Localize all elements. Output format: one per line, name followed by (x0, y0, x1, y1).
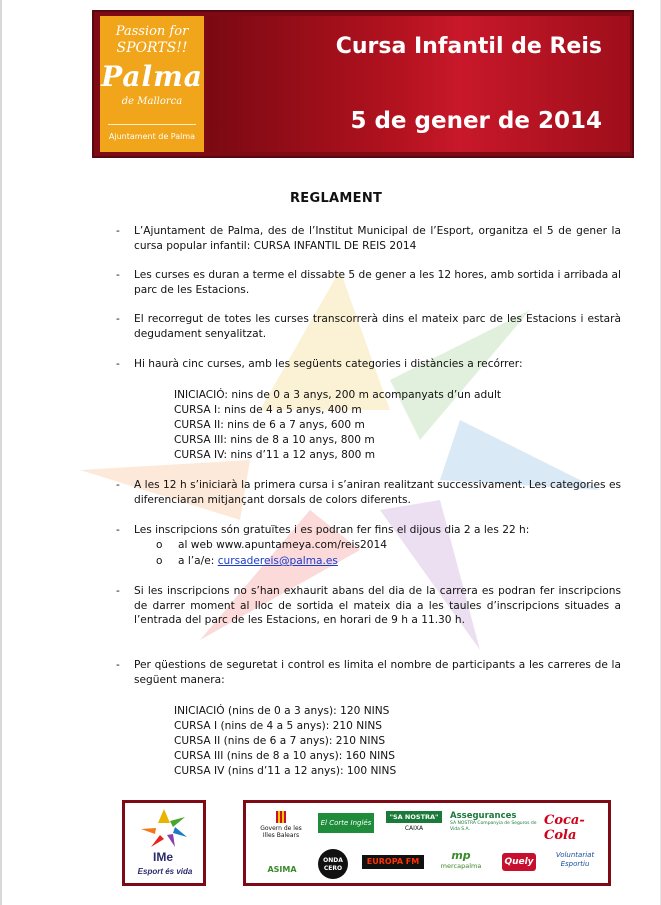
registration-email (178, 554, 338, 569)
bullet: - (116, 585, 120, 597)
category-item: CURSA II: nins de 6 a 7 anys, 600 m (174, 419, 365, 431)
govern-shield-icon (276, 811, 286, 823)
mercapalma-logo (436, 849, 486, 870)
asima-logo: ASIMA (267, 865, 297, 874)
email-prefix: a l’a/e: (178, 555, 218, 567)
ime-slogan: Esport és vida (137, 867, 193, 876)
paragraph-start: A les 12 h s’iniciarà la primera cursa i s’aniran realitzant successivament. Les categories es diferenciaran mitjançant dorsals de colors diferents. (134, 479, 621, 506)
coca-cola-logo: Coca-Cola (544, 813, 585, 843)
registration-web (178, 538, 387, 553)
category-item: CURSA III: nins de 8 a 10 anys, 800 m (174, 434, 375, 446)
ime-name: IMe (153, 850, 174, 864)
sa-nostra-label: "SA NOSTRA" (386, 811, 442, 823)
logo-line1: Passion for (115, 24, 189, 39)
list-circle: o (156, 555, 163, 567)
web-prefix: al web (178, 539, 217, 551)
sponsors-box (243, 800, 611, 886)
reglament-heading: REGLAMENT (290, 191, 383, 206)
limit-item: INICIACIÓ (nins de 0 a 3 anys): 120 NINS (174, 705, 390, 717)
event-date: 5 de gener de 2014 (350, 108, 602, 134)
bullet: - (116, 659, 120, 671)
ime-logo-box (122, 800, 206, 886)
logo-footer: Ajuntament de Palma (108, 132, 196, 141)
mercapalma-label: mercapalma (440, 862, 482, 870)
govern-label: Govern de les Illes Balears (260, 825, 302, 839)
sa-nostra-sub: CAIXA (404, 825, 424, 832)
web-address[interactable]: www.apuntameya.com/reis2014 (216, 539, 387, 551)
bullet: - (116, 479, 120, 491)
paragraph-organizer: L’Ajuntament de Palma, des de l’Institut Municipal de l’Esport, organitza el 5 de gener la cursa popular infantil: CURSA INFANTIL DE REIS 2014 (134, 225, 621, 252)
category-item: CURSA IV: nins d’11 a 12 anys, 800 m (174, 449, 376, 461)
mercapalma-mp: mp (451, 849, 471, 862)
paragraph-categories-intro: Hi haurà cinc curses, amb les següents categories i distàncies a recórrer: (134, 358, 523, 370)
europa-fm-logo: EUROPA FM (362, 855, 424, 869)
onda-cero-logo: ONDA CERO (318, 849, 348, 879)
limit-item: CURSA III (nins de 8 a 10 anys): 160 NINS (174, 750, 395, 762)
limit-item: CURSA II (nins de 6 a 7 anys): 210 NINS (174, 735, 386, 747)
limit-item: CURSA I (nins de 4 a 5 anys): 210 NINS (174, 720, 382, 732)
assegurances-logo (450, 811, 538, 833)
logo-line4: de Mallorca (121, 96, 183, 107)
bullet: - (116, 358, 120, 370)
logo-line2: SPORTS!! (116, 40, 188, 56)
paragraph-late-registration: Si les inscripcions no s’han exhaurit abans del dia de la carrera es podran fer inscripcions de darrer moment al lloc de sortida el mateix dia a les taules d’inscripcions situades a l’entrada del parc de les Estacions, en horari de 9 h a 11.30 h. (134, 585, 621, 626)
paragraph-route: El recorregut de totes les curses transcorrerà dins el mateix parc de les Estacions i estarà degudament senyalitzat. (134, 313, 621, 340)
paragraph-schedule: Les curses es duran a terme el dissabte 5 de gener a les 12 hores, amb sortida i arribada al parc de les Estacions. (134, 269, 621, 296)
bullet: - (116, 313, 120, 325)
category-item: INICIACIÓ: nins de 0 a 3 anys, 200 m acompanyats d’un adult (174, 389, 502, 401)
bullet: - (116, 269, 120, 281)
paragraph-registration: Les inscripcions són gratuïtes i es podran fer fins el dijous dia 2 a les 22 h: (134, 524, 530, 536)
corte-ingles-logo: El Corte Inglés (318, 813, 374, 833)
bullet: - (116, 225, 120, 237)
govern-logo (258, 811, 304, 839)
ime-star-icon (139, 807, 189, 849)
quely-logo: Quely (502, 853, 536, 871)
bullet: - (116, 524, 120, 536)
logo-line3: Palma (101, 60, 203, 93)
sa-nostra-logo (386, 811, 442, 832)
paragraph-limits-intro: Per qüestions de seguretat i control es limita el nombre de participants a les carreres de la següent manera: (134, 659, 621, 686)
assegurances-sub: SA NOSTRA Companyia de Seguros de Vida S.A. (450, 821, 537, 832)
list-circle: o (156, 539, 163, 551)
email-link[interactable]: cursadereis@palma.es (217, 555, 338, 567)
assegurances-label: Assegurances (450, 811, 517, 821)
category-item: CURSA I: nins de 4 a 5 anys, 400 m (174, 404, 362, 416)
event-title: Cursa Infantil de Reis (335, 34, 602, 59)
voluntariat-logo: Voluntariat Esportiu (555, 851, 595, 868)
limit-item: CURSA IV (nins d’11 a 12 anys): 100 NINS (174, 765, 397, 777)
